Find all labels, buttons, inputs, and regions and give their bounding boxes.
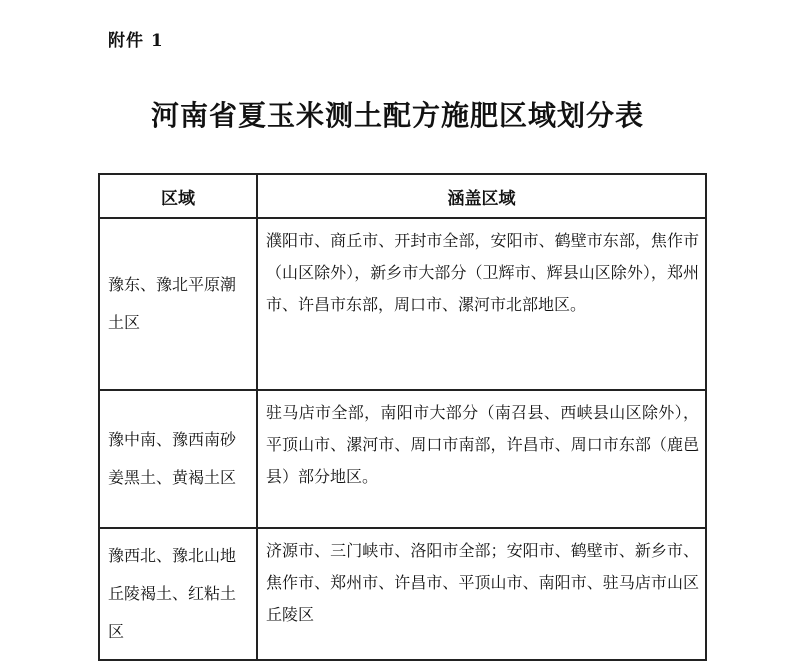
region-cell: 豫中南、豫西南砂姜黑土、黄褐土区 bbox=[99, 390, 257, 528]
column-header-coverage: 涵盖区域 bbox=[257, 174, 706, 218]
region-cell: 豫东、豫北平原潮土区 bbox=[99, 218, 257, 390]
column-header-region: 区域 bbox=[99, 174, 257, 218]
region-cell: 豫西北、豫北山地丘陵褐土、红粘土区 bbox=[99, 528, 257, 660]
table-row bbox=[99, 218, 706, 390]
table-row bbox=[99, 528, 706, 660]
coverage-cell: 济源市、三门峡市、洛阳市全部；安阳市、鹤壁市、新乡市、焦作市、郑州市、许昌市、平顶山市、南阳市、驻马店市山区丘陵区 bbox=[257, 528, 706, 660]
coverage-cell: 濮阳市、商丘市、开封市全部，安阳市、鹤壁市东部，焦作市（山区除外），新乡市大部分（卫辉市、辉县山区除外），郑州市、许昌市东部，周口市、漯河市北部地区。 bbox=[257, 218, 706, 390]
attachment-label: 附件 1 bbox=[108, 31, 164, 51]
document-title: 河南省夏玉米测土配方施肥区域划分表 bbox=[150, 99, 644, 132]
coverage-cell: 驻马店市全部，南阳市大部分（南召县、西峡县山区除外），平顶山市、漯河市、周口市南部，许昌市、周口市东部（鹿邑县）部分地区。 bbox=[257, 390, 706, 528]
table-header-row bbox=[99, 174, 706, 218]
region-table bbox=[98, 173, 707, 661]
table-row bbox=[99, 390, 706, 528]
